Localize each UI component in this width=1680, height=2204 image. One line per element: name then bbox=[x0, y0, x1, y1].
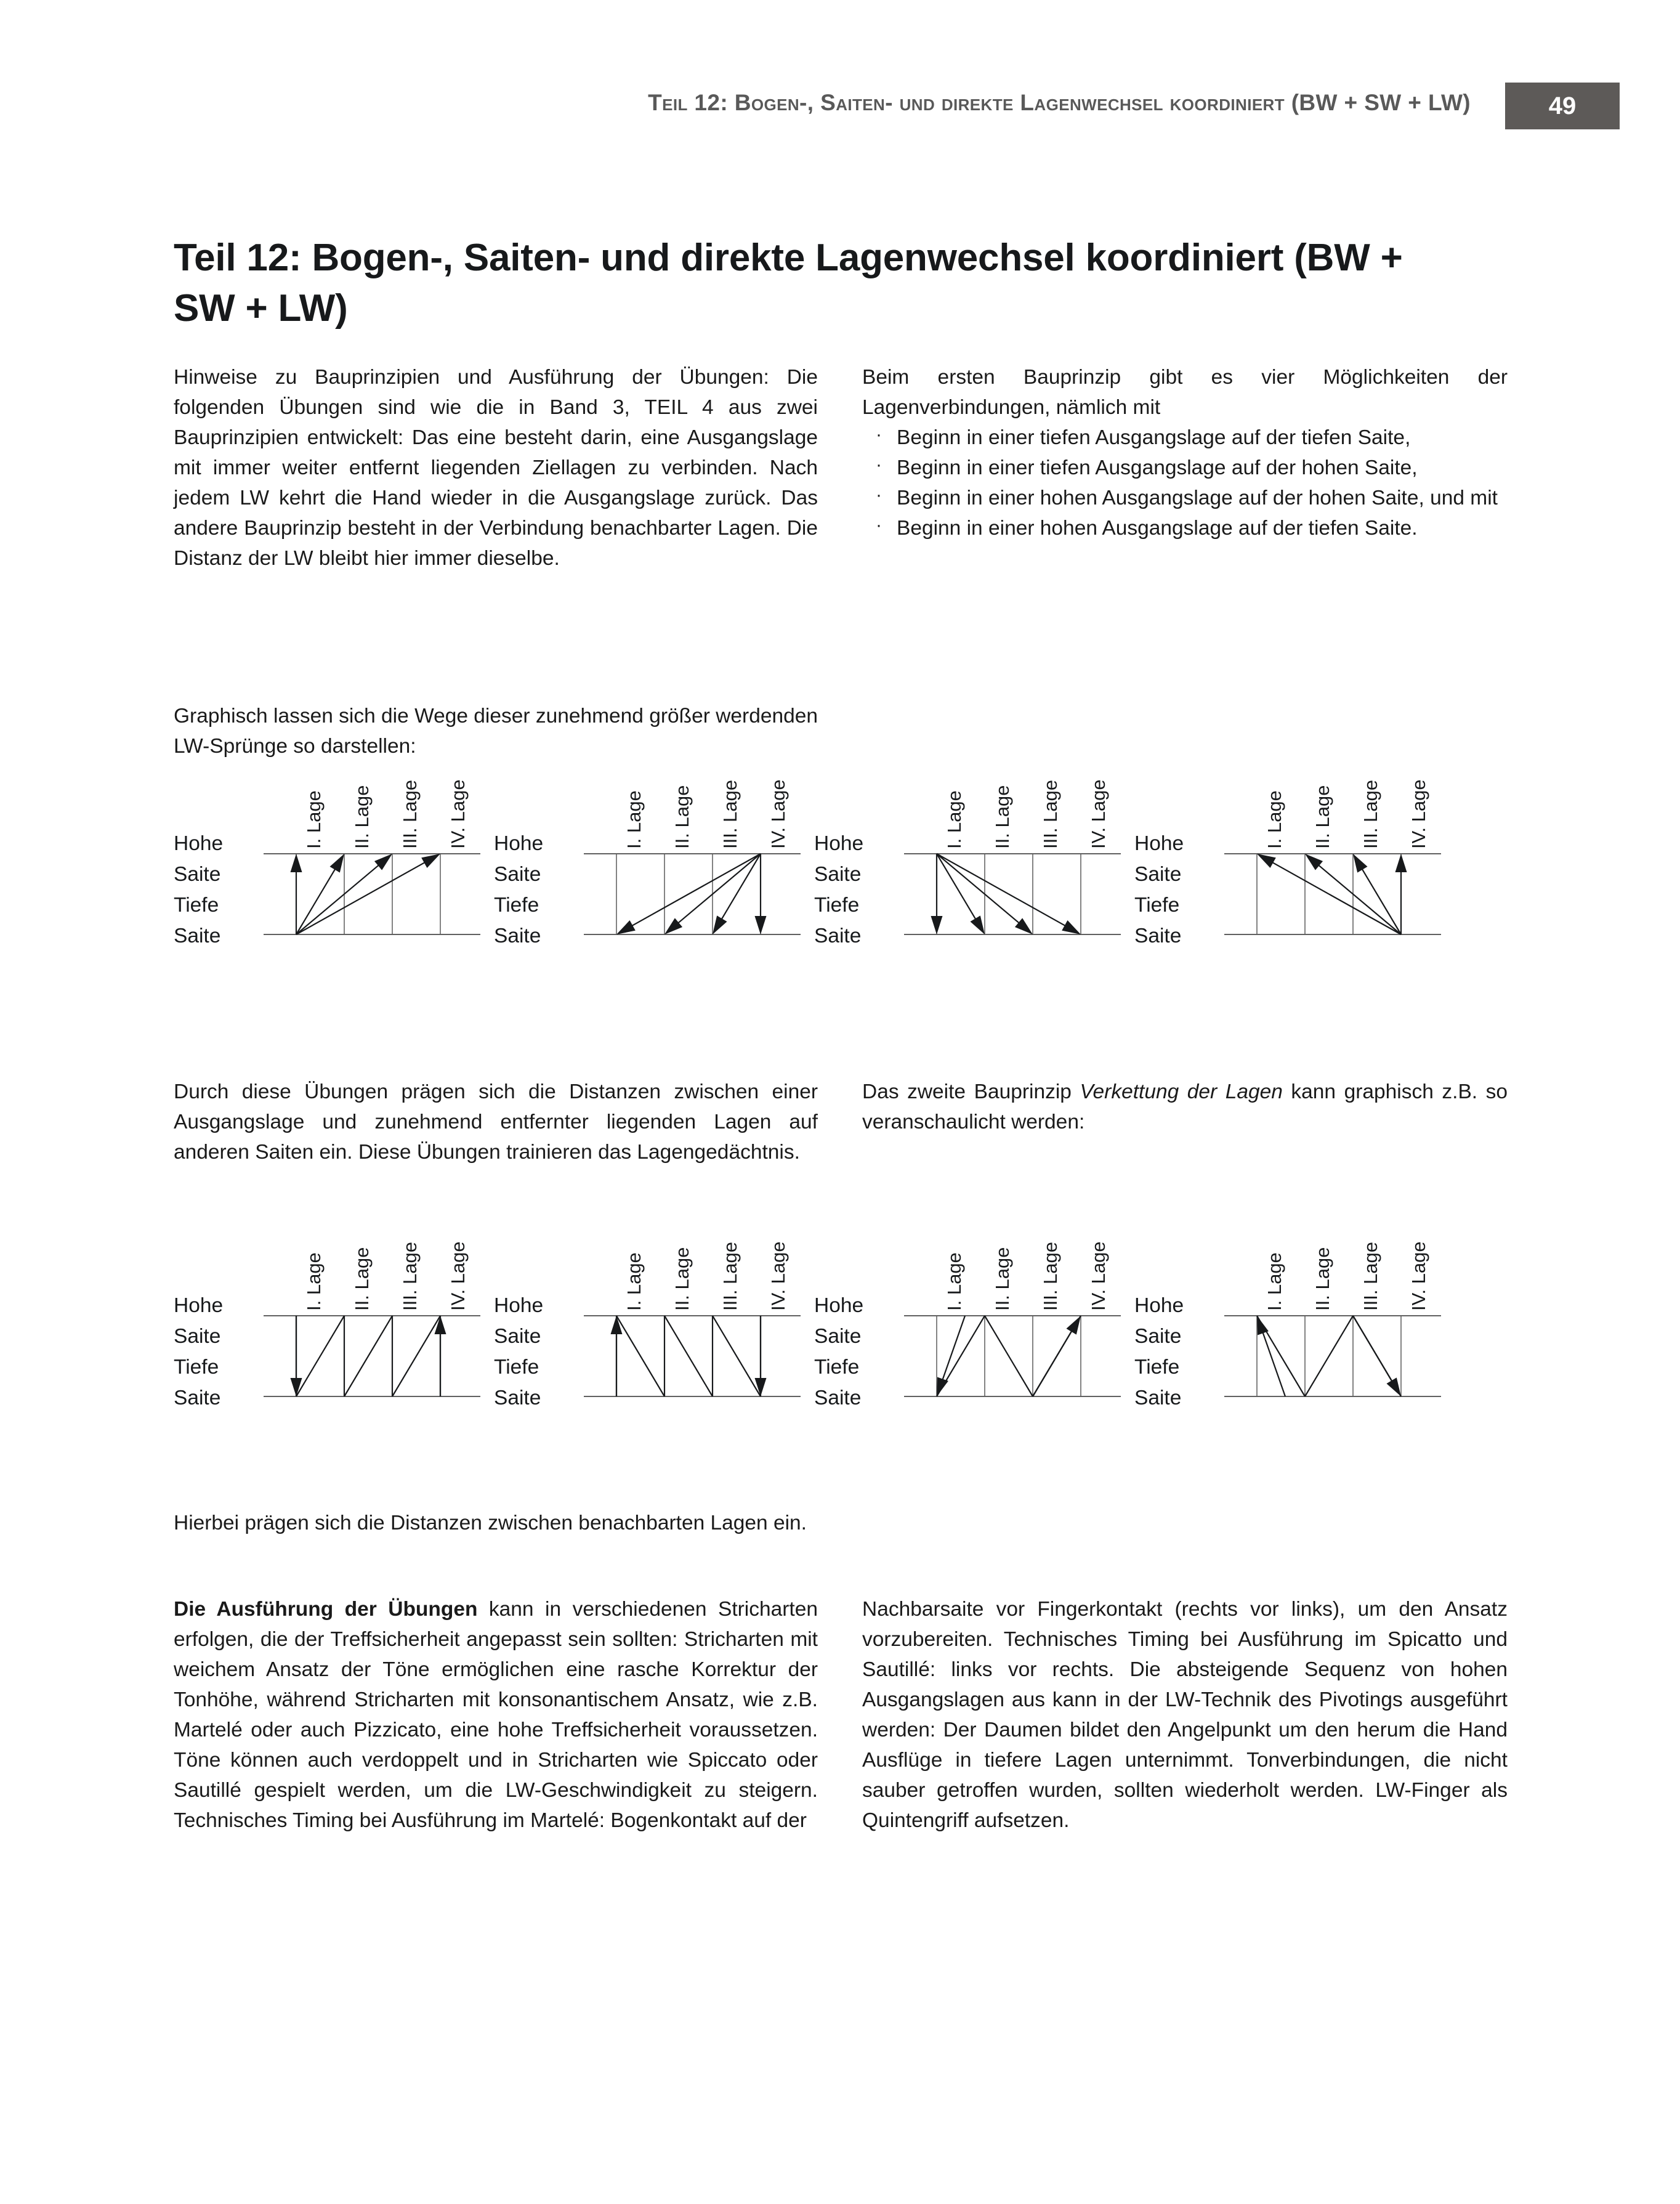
diagram-row-label: Saite bbox=[1134, 1325, 1182, 1348]
intro-right-lead: Beim ersten Bauprinzip gibt es vier Möglichkeiten der Lagenverbindungen, nämlich mit bbox=[862, 366, 1508, 419]
lagen-diagram-svg bbox=[1134, 801, 1455, 986]
diagram-row-label: Tiefe bbox=[814, 894, 860, 917]
diagram-row-label: Saite bbox=[494, 1387, 541, 1409]
diagram-row-label: Saite bbox=[494, 925, 541, 947]
lagen-diagram-svg bbox=[174, 1263, 494, 1448]
closing-left-text bbox=[174, 1594, 818, 1836]
lagen-diagram-svg bbox=[814, 1263, 1134, 1448]
diagram-row-label: Saite bbox=[814, 925, 862, 947]
diagram-position-label: I. Lage bbox=[623, 790, 645, 849]
diagram-position-label: II. Lage bbox=[991, 1247, 1013, 1311]
diagram-row-label: Hohe bbox=[1134, 832, 1184, 855]
diagram-row-label: Saite bbox=[174, 863, 221, 886]
bullet-glyph: · bbox=[876, 485, 882, 506]
intro-right-block bbox=[862, 362, 1508, 543]
moeglichkeiten-list bbox=[862, 423, 1508, 543]
lagen-diagram-svg bbox=[814, 801, 1134, 986]
bullet-glyph: · bbox=[876, 455, 882, 476]
diagram-row-label: Saite bbox=[174, 1325, 221, 1348]
running-header bbox=[0, 84, 1680, 132]
diagram-row-label: Saite bbox=[494, 1325, 541, 1348]
middle-right-pre: Das zweite Bauprinzip bbox=[862, 1080, 1080, 1103]
after-second-row-text: Hierbei prägen sich die Distanzen zwischen benachbarten Lagen ein. bbox=[174, 1512, 807, 1534]
diagram-position-label: II. Lage bbox=[671, 1247, 693, 1311]
bullet-glyph: · bbox=[876, 515, 882, 536]
diagram-position-label: IV. Lage bbox=[447, 779, 469, 849]
lagen-diagram-svg bbox=[1134, 1263, 1455, 1448]
lagen-diagram bbox=[814, 779, 1134, 986]
diagram-row-label: Tiefe bbox=[1134, 894, 1180, 917]
diagram-row-label: Tiefe bbox=[814, 1356, 860, 1379]
diagram-position-label: I. Lage bbox=[623, 1252, 645, 1311]
diagram-position-label: IV. Lage bbox=[1408, 1241, 1429, 1311]
diagram-position-label: III. Lage bbox=[719, 1241, 741, 1311]
lagen-diagram bbox=[174, 1241, 494, 1448]
diagram-position-label: II. Lage bbox=[671, 785, 693, 849]
lagen-diagram bbox=[1134, 779, 1455, 986]
lagen-diagram-svg bbox=[494, 801, 814, 986]
diagram-row-label: Hohe bbox=[1134, 1294, 1184, 1317]
middle-right-post: kann graphisch z.B. so veranschaulicht werden: bbox=[862, 1080, 1508, 1134]
diagram-position-label: II. Lage bbox=[351, 1247, 373, 1311]
verkettung-italic: Verkettung der Lagen bbox=[1080, 1080, 1283, 1103]
diagram-position-label: III. Lage bbox=[1040, 779, 1061, 849]
diagram-position-label: III. Lage bbox=[1360, 1241, 1381, 1311]
diagram-row-label: Saite bbox=[174, 925, 221, 947]
graph-lead-text: Graphisch lassen sich die Wege dieser zunehmend größer werdenden LW-Sprünge so darstellen: bbox=[174, 705, 818, 758]
diagram-row-label: Tiefe bbox=[494, 894, 539, 917]
closing-left-paragraph bbox=[174, 1594, 818, 1836]
diagram-position-label: IV. Lage bbox=[767, 1241, 789, 1311]
lagen-diagram bbox=[494, 1241, 814, 1448]
diagram-row-label: Saite bbox=[494, 863, 541, 886]
diagram-row-label: Hohe bbox=[174, 832, 224, 855]
list-item-label: Beginn in einer tiefen Ausgangslage auf der tiefen Saite, bbox=[897, 426, 1411, 450]
after-second-row-paragraph bbox=[174, 1508, 818, 1538]
diagram-row-first-principle bbox=[174, 779, 1455, 986]
diagram-position-label: II. Lage bbox=[1312, 1247, 1333, 1311]
intro-left-text: Hinweise zu Bauprinzipien und Ausführung der Übungen: Die folgenden Übungen sind wie die in Band 3, TEIL 4 aus zwei Bauprinzipien entwickelt: Das eine besteht darin, eine Ausgangslage mit immer weiter entfernt liegenden Ziellagen zu verbinden. Nach jedem LW kehrt die Hand wieder in die Ausgangslage zurück. Das andere Bauprinzip besteht in der Verbindung benachbarter Lagen. Die Distanz der LW bleibt hier immer dieselbe. bbox=[174, 366, 818, 570]
closing-left-bold: Die Ausführung der Übungen bbox=[174, 1598, 478, 1621]
running-header-title: Teil 12: Bogen-, Saiten- und direkte Lagenwechsel koordiniert (BW + SW + LW) bbox=[648, 90, 1471, 115]
diagram-position-label: IV. Lage bbox=[447, 1241, 469, 1311]
diagram-position-label: II. Lage bbox=[991, 785, 1013, 849]
diagram-position-label: I. Lage bbox=[943, 1252, 965, 1311]
diagram-position-label: I. Lage bbox=[1264, 1252, 1285, 1311]
diagram-position-label: IV. Lage bbox=[1408, 779, 1429, 849]
diagram-row-second-principle bbox=[174, 1241, 1455, 1448]
closing-right-text: Nachbarsaite vor Fingerkontakt (rechts vor links), um den Ansatz vorzubereiten. Technisches Timing bei Ausführung im Spicatto und Sautillé: links vor rechts. Die absteigende Sequenz von hohen Ausgangslagen aus kann in der LW-Technik des Pivotings ausgeführt werden: Der Daumen bildet den Angelpunkt um den herum die Hand Ausflüge in tiefere Lagen unternimmt. Tonverbindungen, die nicht sauber getroffen wurden, sollten wiederholt werden. LW-Finger als Quintengriff aufsetzen. bbox=[862, 1598, 1508, 1833]
diagram-row-label: Tiefe bbox=[1134, 1356, 1180, 1379]
diagram-row-label: Saite bbox=[174, 1387, 221, 1409]
diagram-row-label: Tiefe bbox=[494, 1356, 539, 1379]
diagram-row-label: Hohe bbox=[814, 1294, 864, 1317]
diagram-position-label: II. Lage bbox=[1312, 785, 1333, 849]
diagram-position-label: II. Lage bbox=[351, 785, 373, 849]
middle-left-paragraph bbox=[174, 1077, 818, 1167]
middle-left-text: Durch diese Übungen prägen sich die Distanzen zwischen einer Ausgangslage und zunehmend entfernter liegenden Lagen auf anderen Saiten ein. Diese Übungen trainieren das Lagengedächtnis. bbox=[174, 1080, 818, 1164]
diagram-position-label: I. Lage bbox=[1264, 790, 1285, 849]
lagen-diagram bbox=[174, 779, 494, 986]
diagram-row-label: Tiefe bbox=[174, 1356, 219, 1379]
diagram-row-label: Saite bbox=[1134, 863, 1182, 886]
list-item bbox=[862, 423, 1508, 453]
diagram-position-label: IV. Lage bbox=[767, 779, 789, 849]
lagen-diagram bbox=[814, 1241, 1134, 1448]
diagram-position-label: III. Lage bbox=[399, 779, 421, 849]
closing-left-rest: kann in verschiedenen Stricharten erfolgen, die der Treffsicherheit angepasst sein sollten: Stricharten mit weichem Ansatz der Töne ermöglichen eine rasche Korrektur der Tonhöhe, während Stricharten mit konsonantischem Ansatz, wie z.B. Martelé oder auch Pizzicato, eine hohe Treffsicherheit voraussetzen. Töne können auch verdoppelt und in Stricharten wie Spiccato oder Sautillé gespielt werden, um die LW-Geschwindigkeit zu steigern. Technisches Timing bei Ausführung im Martelé: Bogenkontakt auf der bbox=[174, 1598, 818, 1833]
diagram-row-label: Saite bbox=[814, 1325, 862, 1348]
list-item bbox=[862, 483, 1508, 513]
page-number-box bbox=[1505, 83, 1620, 129]
closing-right-paragraph bbox=[862, 1594, 1508, 1836]
graph-lead-paragraph bbox=[174, 701, 818, 761]
diagram-row-label: Saite bbox=[814, 1387, 862, 1409]
intro-left-paragraph bbox=[174, 362, 818, 573]
diagram-position-label: III. Lage bbox=[1360, 779, 1381, 849]
middle-right-text bbox=[862, 1077, 1508, 1137]
diagram-row-label: Hohe bbox=[494, 1294, 544, 1317]
page-title: Teil 12: Bogen-, Saiten- und direkte Lagenwechsel koordiniert (BW + SW + LW) bbox=[174, 236, 1403, 330]
lagen-diagram-svg bbox=[494, 1263, 814, 1448]
lagen-diagram bbox=[494, 779, 814, 986]
diagram-row-label: Tiefe bbox=[174, 894, 219, 917]
diagram-row-label: Saite bbox=[814, 863, 862, 886]
diagram-position-label: I. Lage bbox=[943, 790, 965, 849]
diagram-row-label: Hohe bbox=[814, 832, 864, 855]
lagen-diagram bbox=[1134, 1241, 1455, 1448]
list-item-label: Beginn in einer hohen Ausgangslage auf der hohen Saite, und mit bbox=[897, 487, 1498, 510]
middle-right-paragraph bbox=[862, 1077, 1508, 1137]
diagram-position-label: IV. Lage bbox=[1088, 1241, 1109, 1311]
list-item-label: Beginn in einer tiefen Ausgangslage auf der hohen Saite, bbox=[897, 456, 1418, 480]
list-item bbox=[862, 513, 1508, 543]
diagram-position-label: IV. Lage bbox=[1088, 779, 1109, 849]
list-item-label: Beginn in einer hohen Ausgangslage auf der tiefen Saite. bbox=[897, 517, 1418, 540]
diagram-position-label: III. Lage bbox=[399, 1241, 421, 1311]
diagram-position-label: III. Lage bbox=[719, 779, 741, 849]
diagram-position-label: I. Lage bbox=[303, 1252, 325, 1311]
diagram-row-label: Saite bbox=[1134, 925, 1182, 947]
diagram-row-label: Hohe bbox=[494, 832, 544, 855]
diagram-row-label: Hohe bbox=[174, 1294, 224, 1317]
diagram-position-label: I. Lage bbox=[303, 790, 325, 849]
lagen-diagram-svg bbox=[174, 801, 494, 986]
diagram-position-label: III. Lage bbox=[1040, 1241, 1061, 1311]
diagram-row-label: Saite bbox=[1134, 1387, 1182, 1409]
list-item bbox=[862, 453, 1508, 483]
page-number: 49 bbox=[1548, 92, 1577, 120]
bullet-glyph: · bbox=[876, 424, 882, 445]
